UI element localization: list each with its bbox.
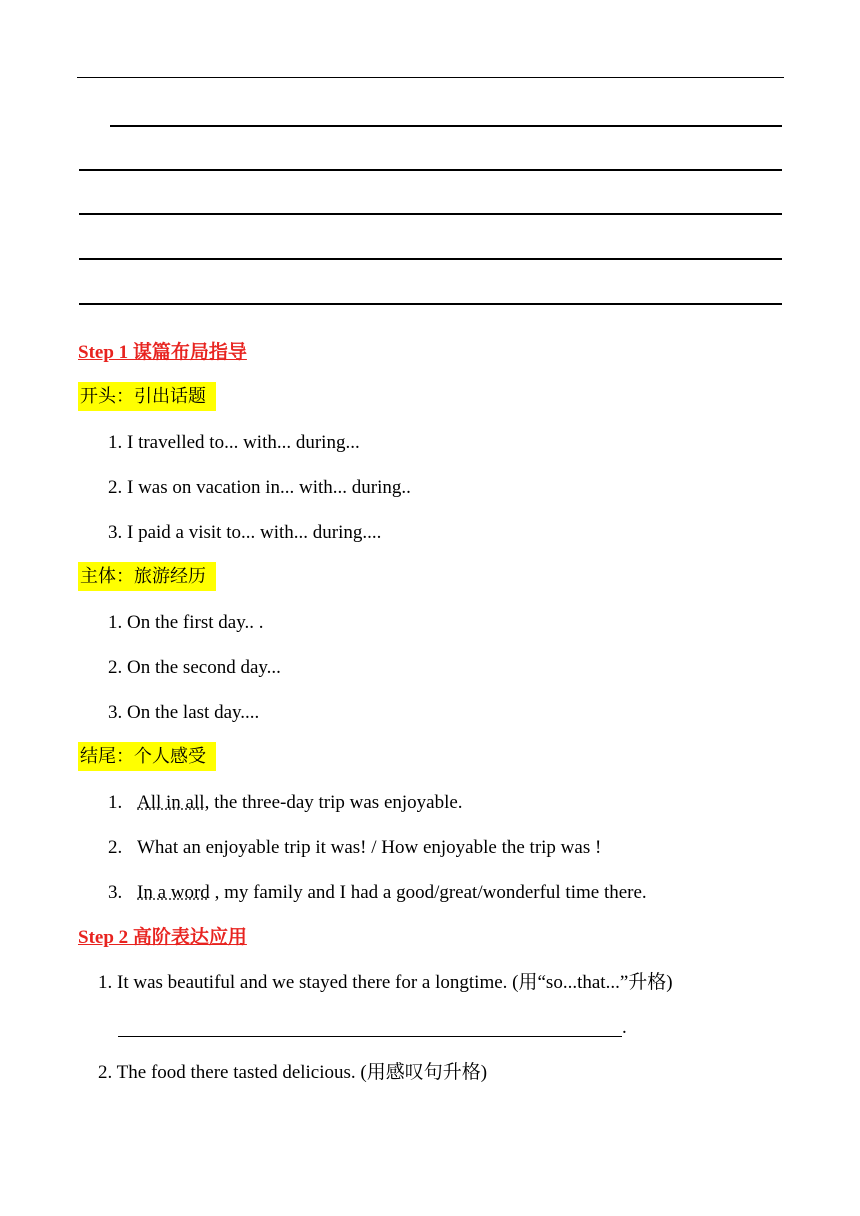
body-item-1: 1. On the first day.. . (108, 612, 264, 633)
body-item-2: 2. On the second day... (108, 657, 281, 678)
ending-item-1-num: 1. (108, 792, 123, 813)
ending-item-1 (108, 791, 463, 815)
ending-item-3-rest: , my family and I had a good/great/wonderful time there. (209, 882, 647, 903)
step1-title: Step 1 谋篇布局指导 (78, 342, 247, 363)
body-heading-wrap (78, 565, 216, 589)
header-rule (77, 77, 784, 78)
opening-item-2: 2. I was on vacation in... with... during.. (108, 477, 411, 498)
ending-item-1-rest: , the three-day trip was enjoyable. (204, 792, 463, 813)
writing-line-4 (79, 258, 782, 260)
writing-line-2 (79, 169, 782, 171)
ending-heading: 结尾：个人感受 (78, 742, 216, 771)
step2-title: Step 2 高阶表达应用 (78, 927, 247, 948)
ending-item-3-num: 3. (108, 882, 123, 903)
writing-line-3 (79, 213, 782, 215)
opening-item-1: 1. I travelled to... with... during... (108, 432, 360, 453)
writing-line-5 (79, 303, 782, 305)
ending-item-2-rest: What an enjoyable trip it was! / How enjoyable the trip was ! (137, 837, 602, 858)
step2-question-2: 2. The food there tasted delicious. (用感叹句升格) (98, 1062, 488, 1083)
ending-item-3 (108, 881, 647, 905)
ending-item-1-phrase: All in all (137, 792, 205, 813)
opening-item-3: 3. I paid a visit to... with... during.... (108, 522, 382, 543)
ending-item-2 (108, 836, 601, 860)
answer-blank-1 (118, 1036, 622, 1037)
writing-line-1 (110, 125, 782, 127)
answer-blank-1-period: . (622, 1017, 627, 1038)
body-item-3: 3. On the last day.... (108, 702, 260, 723)
ending-item-2-num: 2. (108, 837, 123, 858)
body-heading: 主体：旅游经历 (78, 562, 216, 591)
opening-heading: 开头：引出话题 (78, 382, 216, 411)
opening-heading-wrap (78, 385, 216, 409)
step2-question-1: 1. It was beautiful and we stayed there for a longtime. (用“so...that...”升格) (98, 972, 673, 993)
ending-heading-wrap (78, 745, 216, 769)
ending-item-3-phrase: In a word (137, 882, 210, 903)
